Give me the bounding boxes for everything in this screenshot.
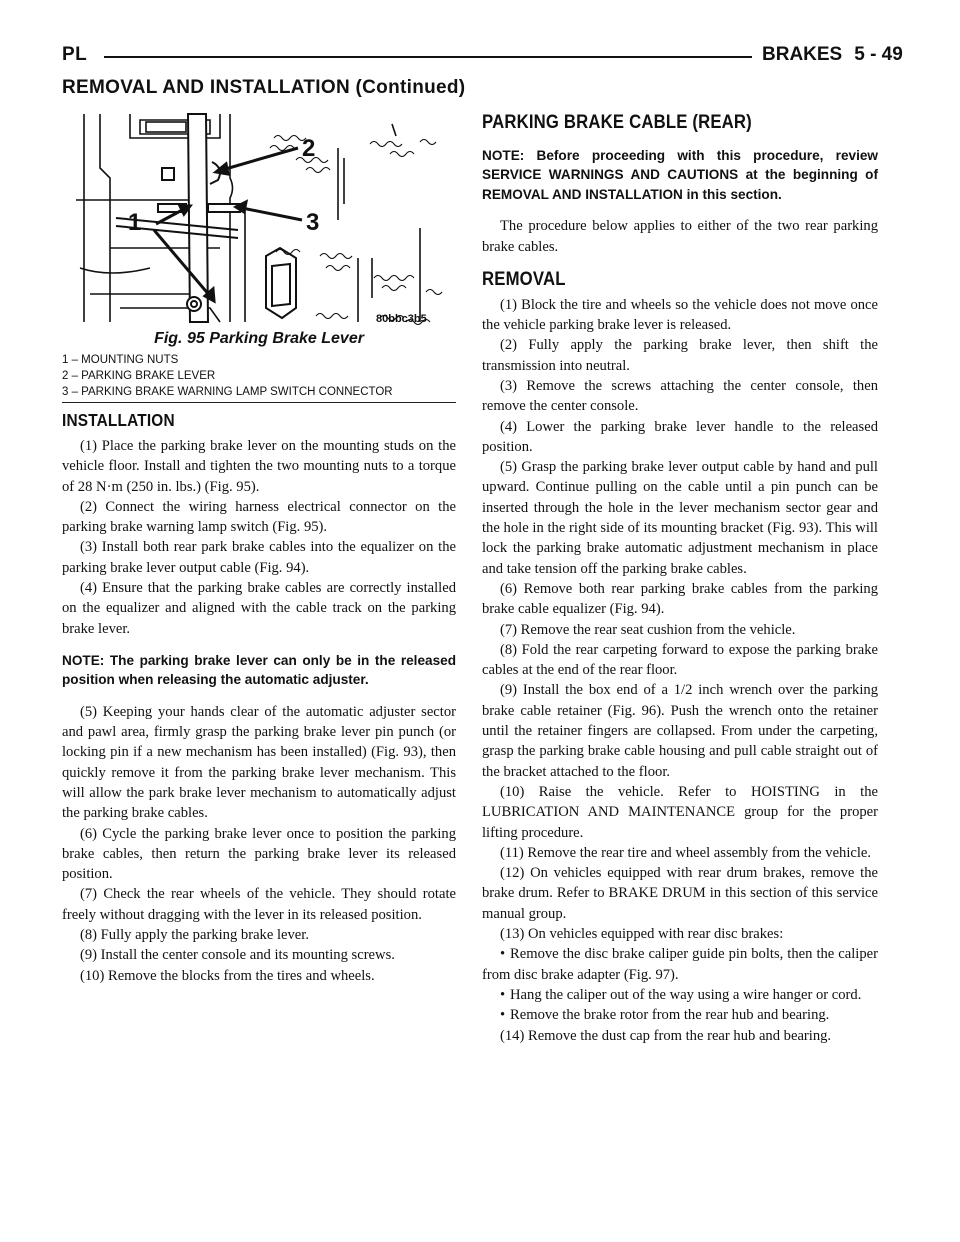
installation-step-8: (8) Fully apply the parking brake lever. [80, 927, 309, 944]
installation-section [62, 410, 456, 986]
removal-step-10: (10) Raise the vehicle. Refer to HOISTING in the LUBRICATION AND MAINTENANCE group for the proper lifting procedure. [482, 783, 878, 841]
callout-3: 3 [306, 209, 320, 236]
installation-step-7: (7) Check the rear wheels of the vehicle. They should rotate freely without dragging with the lever in its released position. [62, 886, 456, 923]
callout-1: 1 [128, 209, 142, 236]
removal-step-6: (6) Remove both rear parking brake cables from the parking brake cable equalizer (Fig. 94). [482, 580, 878, 618]
installation-heading: INSTALLATION [62, 410, 175, 430]
installation-step-1: (1) Place the parking brake lever on the mounting studs on the vehicle floor. Install and tighten the two mounting nuts to a torque of 28 N·m (250 in. lbs.) (Fig. 95). [62, 438, 456, 495]
figure-95 [62, 108, 456, 398]
removal-step-9: (9) Install the box end of a 1/2 inch wrench over the parking brake cable retainer (Fig. 96). Push the wrench onto the retainer until the retainer fingers are collapsed. From under the carpeting, grasp the parking brake cable housing and pull cable straight out of the bracket attached to the floor. [482, 682, 878, 780]
removal-step-2: (2) Fully apply the parking brake lever, then shift the transmission into neutral. [482, 337, 878, 374]
installation-note: NOTE: The parking brake lever can only be in the released position when releasing the automatic adjuster. [62, 652, 456, 688]
bullet-mark: • [500, 946, 506, 963]
removal-step-7: (7) Remove the rear seat cushion from the vehicle. [500, 621, 796, 638]
installation-step-10: (10) Remove the blocks from the tires and wheels. [80, 967, 375, 984]
bullet-mark: • [500, 1007, 506, 1024]
header-section [762, 44, 915, 66]
bullet-text: Remove the disc brake caliper guide pin bolts, then the caliper from disc brake adapter (Fig. 97). [482, 946, 878, 983]
callout-2: 2 [302, 135, 316, 162]
cable-heading: PARKING BRAKE CABLE (REAR) [482, 112, 752, 133]
figure-code: 80bbc3b5 [376, 313, 427, 325]
bullet-text: Hang the caliper out of the way using a wire hanger or cord. [510, 986, 862, 1003]
header-rule [104, 56, 752, 58]
bullet-text: Remove the brake rotor from the rear hub and bearing. [510, 1007, 830, 1024]
removal-step-3: (3) Remove the screws attaching the center console, then remove the center console. [482, 378, 878, 415]
installation-step-2: (2) Connect the wiring harness electrical connector on the parking brake warning lamp switch (Fig. 95). [62, 498, 456, 536]
header-section-name: BRAKES [762, 44, 843, 65]
bullet-mark: • [500, 986, 506, 1003]
removal-step-14: (14) Remove the dust cap from the rear hub and bearing. [500, 1027, 832, 1044]
installation-step-5: (5) Keeping your hands clear of the automatic adjuster sector and pawl area, firmly grasp the parking brake lever pin punch (or locking pin if a new mechanism has been installed) (Fig. 93), then quickly remove it from the parking brake lever mechanism. This will allow the park brake lever mechanism to automatically adjust the parking brake cables. [62, 703, 456, 822]
cable-note: NOTE: Before proceeding with this procedure, review SERVICE WARNINGS AND CAUTIONS at the beginning of REMOVAL AND INSTALLATION in this section. [482, 148, 878, 202]
cable-intro: The procedure below applies to either of the two rear parking brake cables. [482, 218, 878, 255]
parking-brake-lever-illustration [70, 108, 448, 330]
removal-step-8: (8) Fold the rear carpeting forward to expose the parking brake cables at the end of the rear floor. [482, 641, 878, 679]
removal-step-4: (4) Lower the parking brake lever handle to the released position. [482, 418, 878, 455]
removal-step-5: (5) Grasp the parking brake lever output cable by hand and pull upward. Continue pulling on the cable until a pin punch can be inserted through the hole in the lever mechanism sector gear and the hole in the right side of its mounting bracket (Fig. 93). This will lock the parking brake automatic adjustment mechanism in place and take tension off the parking brake cables. [482, 459, 878, 577]
figure-legend [62, 352, 456, 400]
removal-heading: REMOVAL [482, 268, 566, 290]
removal-step-1: (1) Block the tire and wheels so the vehicle does not move once the vehicle parking brake lever is released. [482, 296, 878, 334]
continued-heading: REMOVAL AND INSTALLATION (Continued) [62, 77, 466, 98]
legend-item-2: 2 – PARKING BRAKE LEVER [62, 370, 216, 382]
legend-item-1: 1 – MOUNTING NUTS [62, 354, 179, 366]
installation-step-3: (3) Install both rear park brake cables into the equalizer on the parking brake lever output cable (Fig. 94). [62, 539, 456, 576]
header-code: PL [62, 44, 88, 65]
removal-step-12: (12) On vehicles equipped with rear drum brakes, remove the brake drum. Refer to BRAKE DRUM in this section of this service manual group. [482, 865, 878, 922]
removal-step-11: (11) Remove the rear tire and wheel assembly from the vehicle. [500, 844, 872, 861]
header-page-number: 5 - 49 [854, 44, 903, 65]
installation-step-4: (4) Ensure that the parking brake cables are correctly installed on the equalizer and aligned with the cable track on the parking brake lever. [62, 580, 456, 637]
figure-caption: Fig. 95 Parking Brake Lever [154, 330, 364, 347]
installation-step-9: (9) Install the center console and its mounting screws. [80, 947, 395, 964]
removal-bullet-1 [482, 944, 878, 985]
installation-step-6: (6) Cycle the parking brake lever once to position the parking brake cables, then return the parking brake lever its released position. [62, 825, 456, 883]
removal-bullet-3 [482, 1005, 878, 1025]
figure-bottom-rule [62, 402, 456, 403]
parking-brake-cable-section [482, 112, 878, 1046]
legend-item-3: 3 – PARKING BRAKE WARNING LAMP SWITCH CONNECTOR [62, 386, 393, 398]
removal-step-13: (13) On vehicles equipped with rear disc brakes: [500, 926, 784, 943]
removal-bullet-2 [482, 985, 878, 1005]
